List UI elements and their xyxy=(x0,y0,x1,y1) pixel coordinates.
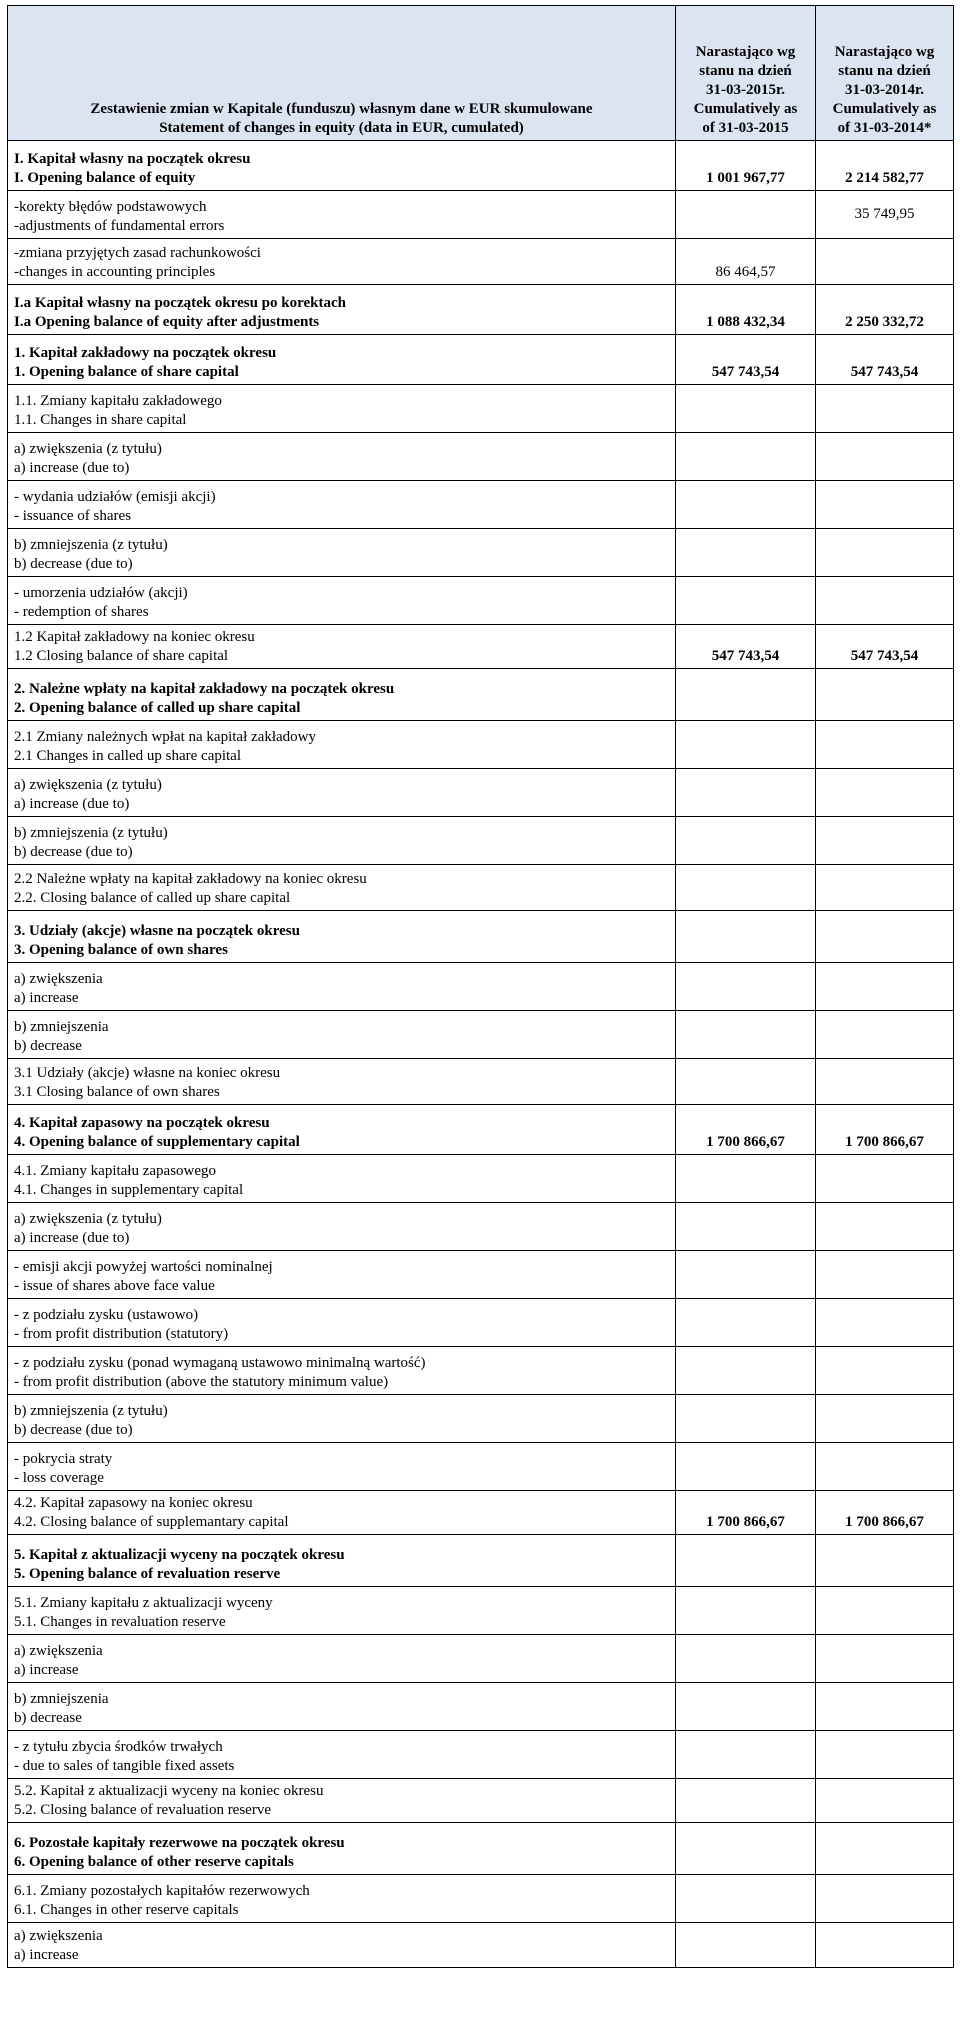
row-label-en: 5.2. Closing balance of revaluation reserve xyxy=(14,1802,271,1818)
value-2015 xyxy=(676,1683,816,1731)
row-label-en: 4. Opening balance of supplementary capital xyxy=(14,1134,300,1150)
col1-line: Cumulatively as xyxy=(693,101,798,117)
row-label-cell xyxy=(8,1347,676,1395)
table-row xyxy=(8,865,954,911)
row-label-en: -adjustments of fundamental errors xyxy=(14,218,225,234)
row-label-en: 1. Opening balance of share capital xyxy=(14,364,239,380)
table-row xyxy=(8,1731,954,1779)
row-label-pl: b) zmniejszenia xyxy=(14,1691,109,1707)
value-2015 xyxy=(676,191,816,239)
value-2015 xyxy=(676,963,816,1011)
value-2015 xyxy=(676,721,816,769)
value-2015 xyxy=(676,1535,816,1587)
table-row xyxy=(8,1395,954,1443)
row-label-pl: 2.2 Należne wpłaty na kapitał zakładowy na koniec okresu xyxy=(14,871,367,887)
row-label-pl: a) zwiększenia xyxy=(14,1643,103,1659)
value-2014 xyxy=(816,239,954,285)
row-label-en: - loss coverage xyxy=(14,1470,104,1486)
column-header-2014 xyxy=(816,6,954,141)
row-label-pl: 6.1. Zmiany pozostałych kapitałów rezerwowych xyxy=(14,1883,310,1899)
value-2014 xyxy=(816,481,954,529)
row-label-cell xyxy=(8,141,676,191)
row-label-en: a) increase (due to) xyxy=(14,796,130,812)
table-row xyxy=(8,1059,954,1105)
row-label-pl: -korekty błędów podstawowych xyxy=(14,199,207,215)
table-row xyxy=(8,1779,954,1823)
row-label-en: b) decrease (due to) xyxy=(14,1422,133,1438)
value-2014 xyxy=(816,1731,954,1779)
row-label-cell xyxy=(8,1683,676,1731)
row-label-pl: 5.1. Zmiany kapitału z aktualizacji wyceny xyxy=(14,1595,273,1611)
row-label-pl: 4. Kapitał zapasowy na początek okresu xyxy=(14,1115,270,1131)
table-row xyxy=(8,721,954,769)
row-label-en: 3.1 Closing balance of own shares xyxy=(14,1084,220,1100)
table-row xyxy=(8,481,954,529)
value-2014: 35 749,95 xyxy=(816,191,954,239)
table-row xyxy=(8,577,954,625)
value-2015: 1 001 967,77 xyxy=(676,141,816,191)
row-label-en: - due to sales of tangible fixed assets xyxy=(14,1758,235,1774)
table-row xyxy=(8,1875,954,1923)
table-row xyxy=(8,817,954,865)
row-label-en: a) increase xyxy=(14,1947,79,1963)
col2-line: of 31-03-2014* xyxy=(837,120,932,136)
value-2015 xyxy=(676,1779,816,1823)
value-2015 xyxy=(676,1155,816,1203)
value-2014 xyxy=(816,1683,954,1731)
row-label-cell xyxy=(8,239,676,285)
row-label-pl: - z podziału zysku (ponad wymaganą ustawowo minimalną wartość) xyxy=(14,1355,426,1371)
value-2014 xyxy=(816,1635,954,1683)
row-label-cell xyxy=(8,721,676,769)
value-2015: 1 700 866,67 xyxy=(676,1491,816,1535)
row-label-en: 5. Opening balance of revaluation reserve xyxy=(14,1566,281,1582)
row-label-en: - issue of shares above face value xyxy=(14,1278,215,1294)
value-2015 xyxy=(676,865,816,911)
row-label-cell xyxy=(8,911,676,963)
table-row xyxy=(8,385,954,433)
value-2014 xyxy=(816,721,954,769)
row-label-en: 1.2 Closing balance of share capital xyxy=(14,648,229,664)
col1-line: stanu na dzień xyxy=(699,63,792,79)
table-row xyxy=(8,1299,954,1347)
value-2015 xyxy=(676,529,816,577)
row-label-cell xyxy=(8,1923,676,1968)
table-row xyxy=(8,1105,954,1155)
value-2014 xyxy=(816,911,954,963)
row-label-cell xyxy=(8,1251,676,1299)
table-row xyxy=(8,769,954,817)
value-2015 xyxy=(676,1011,816,1059)
table-row xyxy=(8,335,954,385)
value-2015 xyxy=(676,1443,816,1491)
col2-line: stanu na dzień xyxy=(838,63,931,79)
row-label-cell xyxy=(8,481,676,529)
row-label-cell xyxy=(8,1823,676,1875)
table-title-en: Statement of changes in equity (data in EUR, cumulated) xyxy=(159,120,524,136)
row-label-cell xyxy=(8,1011,676,1059)
value-2015: 1 088 432,34 xyxy=(676,285,816,335)
value-2015 xyxy=(676,1731,816,1779)
row-label-en: a) increase (due to) xyxy=(14,460,130,476)
row-label-pl: b) zmniejszenia (z tytułu) xyxy=(14,825,168,841)
row-label-cell xyxy=(8,963,676,1011)
row-label-pl: b) zmniejszenia xyxy=(14,1019,109,1035)
value-2014: 2 214 582,77 xyxy=(816,141,954,191)
value-2015 xyxy=(676,817,816,865)
row-label-cell xyxy=(8,285,676,335)
value-2015 xyxy=(676,1251,816,1299)
table-row xyxy=(8,669,954,721)
col2-line: 31-03-2014r. xyxy=(844,82,925,98)
value-2015: 547 743,54 xyxy=(676,335,816,385)
row-label-en: - redemption of shares xyxy=(14,604,149,620)
value-2015 xyxy=(676,1059,816,1105)
row-label-pl: 1.1. Zmiany kapitału zakładowego xyxy=(14,393,222,409)
table-row xyxy=(8,1923,954,1968)
row-label-pl: b) zmniejszenia (z tytułu) xyxy=(14,1403,168,1419)
row-label-en: 6.1. Changes in other reserve capitals xyxy=(14,1902,239,1918)
value-2014 xyxy=(816,769,954,817)
row-label-en: 4.2. Closing balance of supplemantary capital xyxy=(14,1514,289,1530)
row-label-cell xyxy=(8,865,676,911)
value-2014: 547 743,54 xyxy=(816,335,954,385)
row-label-en: 1.1. Changes in share capital xyxy=(14,412,187,428)
row-label-cell xyxy=(8,769,676,817)
row-label-pl: 3.1 Udziały (akcje) własne na koniec okresu xyxy=(14,1065,281,1081)
value-2014 xyxy=(816,529,954,577)
row-label-cell xyxy=(8,1155,676,1203)
value-2015 xyxy=(676,1875,816,1923)
table-row xyxy=(8,433,954,481)
value-2015 xyxy=(676,911,816,963)
row-label-en: 2.1 Changes in called up share capital xyxy=(14,748,242,764)
row-label-en: 6. Opening balance of other reserve capitals xyxy=(14,1854,294,1870)
row-label-cell xyxy=(8,1299,676,1347)
row-label-pl: -zmiana przyjętych zasad rachunkowości xyxy=(14,245,261,261)
row-label-cell xyxy=(8,1779,676,1823)
col2-line: Cumulatively as xyxy=(832,101,937,117)
row-label-pl: a) zwiększenia (z tytułu) xyxy=(14,1211,162,1227)
col1-line: 31-03-2015r. xyxy=(705,82,786,98)
row-label-cell xyxy=(8,1635,676,1683)
table-row xyxy=(8,625,954,669)
row-label-cell xyxy=(8,433,676,481)
row-label-cell xyxy=(8,1105,676,1155)
value-2015 xyxy=(676,1587,816,1635)
row-label-cell xyxy=(8,817,676,865)
column-header-2015 xyxy=(676,6,816,141)
value-2015 xyxy=(676,1203,816,1251)
row-label-cell xyxy=(8,191,676,239)
row-label-en: I.a Opening balance of equity after adjustments xyxy=(14,314,320,330)
row-label-pl: 1. Kapitał zakładowy na początek okresu xyxy=(14,345,277,361)
table-row xyxy=(8,141,954,191)
table-row xyxy=(8,1683,954,1731)
col1-line: Narastająco wg xyxy=(695,44,796,60)
table-row xyxy=(8,191,954,239)
value-2014 xyxy=(816,1251,954,1299)
table-body xyxy=(8,141,954,1968)
value-2014 xyxy=(816,1587,954,1635)
row-label-pl: 5. Kapitał z aktualizacji wyceny na początek okresu xyxy=(14,1547,345,1563)
value-2014 xyxy=(816,1875,954,1923)
row-label-cell xyxy=(8,385,676,433)
table-header-row xyxy=(8,6,954,141)
value-2014: 547 743,54 xyxy=(816,625,954,669)
row-label-en: 3. Opening balance of own shares xyxy=(14,942,228,958)
value-2015: 86 464,57 xyxy=(676,239,816,285)
row-label-en: - from profit distribution (above the statutory minimum value) xyxy=(14,1374,389,1390)
row-label-pl: b) zmniejszenia (z tytułu) xyxy=(14,537,168,553)
row-label-en: - issuance of shares xyxy=(14,508,132,524)
value-2014 xyxy=(816,577,954,625)
row-label-cell xyxy=(8,1875,676,1923)
value-2015 xyxy=(676,769,816,817)
row-label-pl: 6. Pozostałe kapitały rezerwowe na początek okresu xyxy=(14,1835,345,1851)
value-2015 xyxy=(676,1395,816,1443)
row-label-cell xyxy=(8,335,676,385)
table-row xyxy=(8,285,954,335)
value-2014 xyxy=(816,1059,954,1105)
table-row xyxy=(8,1251,954,1299)
table-row xyxy=(8,529,954,577)
row-label-cell xyxy=(8,529,676,577)
row-label-en: I. Opening balance of equity xyxy=(14,170,196,186)
value-2015 xyxy=(676,577,816,625)
value-2014 xyxy=(816,1923,954,1968)
value-2015: 547 743,54 xyxy=(676,625,816,669)
value-2014 xyxy=(816,1011,954,1059)
row-label-pl: a) zwiększenia (z tytułu) xyxy=(14,777,162,793)
table-row xyxy=(8,1443,954,1491)
row-label-en: a) increase (due to) xyxy=(14,1230,130,1246)
row-label-cell xyxy=(8,1203,676,1251)
row-label-pl: - emisji akcji powyżej wartości nominalnej xyxy=(14,1259,273,1275)
table-row xyxy=(8,1491,954,1535)
row-label-en: b) decrease (due to) xyxy=(14,844,133,860)
value-2014 xyxy=(816,1395,954,1443)
row-label-pl: 1.2 Kapitał zakładowy na koniec okresu xyxy=(14,629,255,645)
row-label-en: b) decrease xyxy=(14,1038,82,1054)
value-2014 xyxy=(816,1823,954,1875)
row-label-en: 5.1. Changes in revaluation reserve xyxy=(14,1614,226,1630)
row-label-pl: a) zwiększenia xyxy=(14,971,103,987)
row-label-cell xyxy=(8,1443,676,1491)
col2-line: Narastająco wg xyxy=(834,44,935,60)
row-label-en: b) decrease xyxy=(14,1710,82,1726)
row-label-pl: 3. Udziały (akcje) własne na początek okresu xyxy=(14,923,300,939)
value-2015 xyxy=(676,1299,816,1347)
value-2015 xyxy=(676,1635,816,1683)
row-label-pl: a) zwiększenia xyxy=(14,1928,103,1944)
value-2014 xyxy=(816,1299,954,1347)
value-2015 xyxy=(676,481,816,529)
value-2015 xyxy=(676,433,816,481)
value-2014 xyxy=(816,669,954,721)
table-row xyxy=(8,1203,954,1251)
row-label-en: b) decrease (due to) xyxy=(14,556,133,572)
table-row xyxy=(8,1535,954,1587)
value-2015 xyxy=(676,669,816,721)
table-row xyxy=(8,1155,954,1203)
table-row xyxy=(8,911,954,963)
row-label-cell xyxy=(8,1395,676,1443)
row-label-en: 4.1. Changes in supplementary capital xyxy=(14,1182,244,1198)
row-label-pl: - z tytułu zbycia środków trwałych xyxy=(14,1739,223,1755)
value-2015 xyxy=(676,1347,816,1395)
table-row xyxy=(8,1635,954,1683)
col1-line: of 31-03-2015 xyxy=(702,120,789,136)
row-label-cell xyxy=(8,1731,676,1779)
table-title-cell xyxy=(8,6,676,141)
value-2014 xyxy=(816,817,954,865)
row-label-pl: 2. Należne wpłaty na kapitał zakładowy na początek okresu xyxy=(14,681,395,697)
row-label-en: - from profit distribution (statutory) xyxy=(14,1326,229,1342)
row-label-pl: - z podziału zysku (ustawowo) xyxy=(14,1307,199,1323)
table-row xyxy=(8,1823,954,1875)
row-label-pl: - pokrycia straty xyxy=(14,1451,113,1467)
row-label-pl: 2.1 Zmiany należnych wpłat na kapitał zakładowy xyxy=(14,729,316,745)
equity-changes-table xyxy=(7,5,954,1968)
table-title-pl: Zestawienie zmian w Kapitale (funduszu) własnym dane w EUR skumulowane xyxy=(90,101,593,117)
value-2014 xyxy=(816,1203,954,1251)
row-label-en: -changes in accounting principles xyxy=(14,264,216,280)
row-label-pl: I.a Kapitał własny na początek okresu po korektach xyxy=(14,295,346,311)
row-label-pl: I. Kapitał własny na początek okresu xyxy=(14,151,251,167)
row-label-pl: - wydania udziałów (emisji akcji) xyxy=(14,489,216,505)
value-2014 xyxy=(816,865,954,911)
row-label-pl: 4.1. Zmiany kapitału zapasowego xyxy=(14,1163,217,1179)
row-label-pl: 4.2. Kapitał zapasowy na koniec okresu xyxy=(14,1495,253,1511)
value-2015 xyxy=(676,1923,816,1968)
value-2015 xyxy=(676,385,816,433)
table-row xyxy=(8,1347,954,1395)
row-label-cell xyxy=(8,1059,676,1105)
row-label-pl: a) zwiększenia (z tytułu) xyxy=(14,441,162,457)
row-label-en: a) increase xyxy=(14,990,79,1006)
row-label-cell xyxy=(8,625,676,669)
value-2014 xyxy=(816,1443,954,1491)
row-label-en: 2.2. Closing balance of called up share capital xyxy=(14,890,291,906)
value-2014 xyxy=(816,433,954,481)
value-2014 xyxy=(816,385,954,433)
value-2015 xyxy=(676,1823,816,1875)
value-2014 xyxy=(816,1779,954,1823)
row-label-en: a) increase xyxy=(14,1662,79,1678)
value-2014: 1 700 866,67 xyxy=(816,1105,954,1155)
value-2014 xyxy=(816,963,954,1011)
table-row xyxy=(8,239,954,285)
value-2014: 2 250 332,72 xyxy=(816,285,954,335)
row-label-cell xyxy=(8,1491,676,1535)
row-label-en: 2. Opening balance of called up share capital xyxy=(14,700,301,716)
table-row xyxy=(8,1587,954,1635)
value-2015: 1 700 866,67 xyxy=(676,1105,816,1155)
row-label-cell xyxy=(8,577,676,625)
row-label-cell xyxy=(8,1535,676,1587)
value-2014: 1 700 866,67 xyxy=(816,1491,954,1535)
table-row xyxy=(8,1011,954,1059)
table-row xyxy=(8,963,954,1011)
value-2014 xyxy=(816,1535,954,1587)
row-label-pl: - umorzenia udziałów (akcji) xyxy=(14,585,188,601)
row-label-cell xyxy=(8,1587,676,1635)
value-2014 xyxy=(816,1155,954,1203)
row-label-pl: 5.2. Kapitał z aktualizacji wyceny na koniec okresu xyxy=(14,1783,324,1799)
value-2014 xyxy=(816,1347,954,1395)
row-label-cell xyxy=(8,669,676,721)
